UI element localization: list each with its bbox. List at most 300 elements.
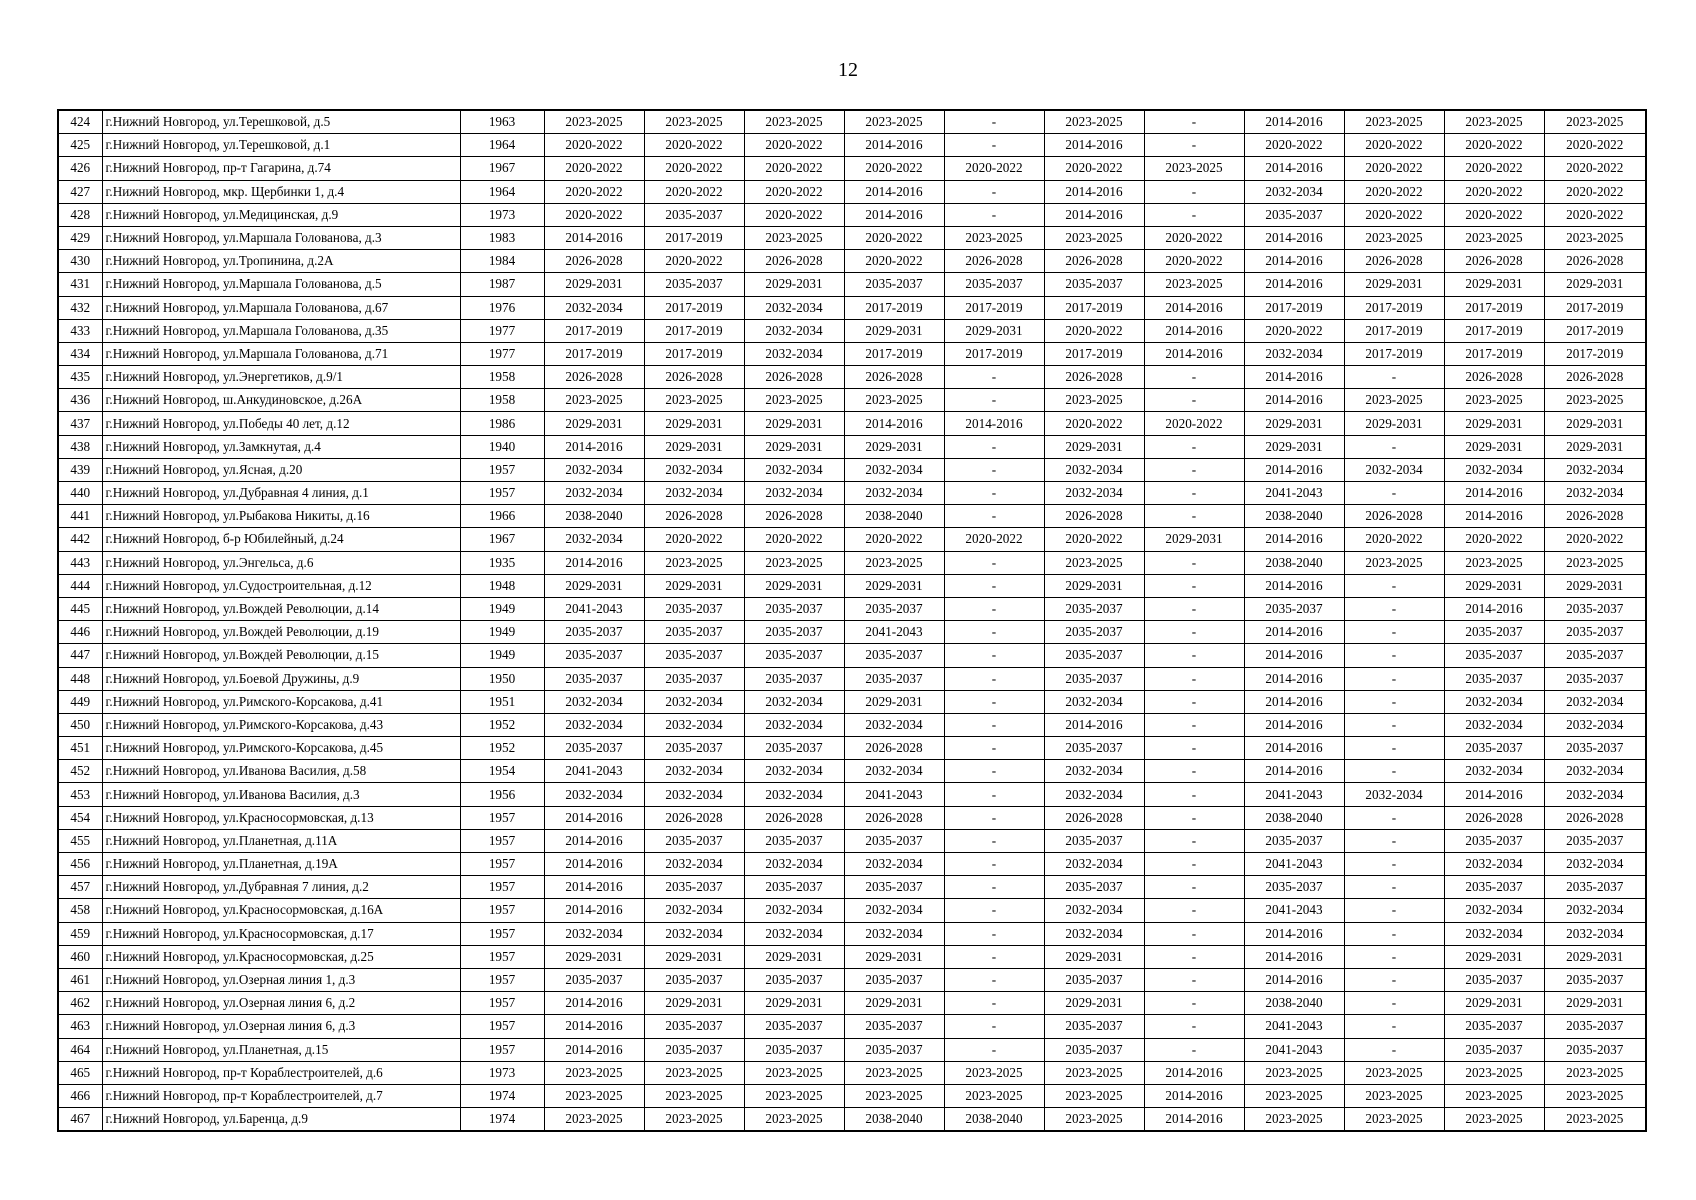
period-10-cell: 2029-2031 [1444,273,1544,296]
period-8-cell: 2035-2037 [1244,876,1344,899]
period-6-cell: 2017-2019 [1044,342,1144,365]
period-6-cell: 2023-2025 [1044,551,1144,574]
period-11-cell: 2029-2031 [1544,435,1646,458]
table-row [58,992,1646,1015]
period-9-cell: - [1344,644,1444,667]
period-6-cell: 2035-2037 [1044,829,1144,852]
period-6-cell: 2035-2037 [1044,644,1144,667]
build-year-cell: 1957 [460,1038,544,1061]
table-row [58,296,1646,319]
address-cell: г.Нижний Новгород, ул.Замкнутая, д.4 [102,435,460,458]
period-1-cell: 2023-2025 [544,110,644,134]
period-10-cell: 2029-2031 [1444,574,1544,597]
period-6-cell: 2026-2028 [1044,250,1144,273]
period-9-cell: - [1344,876,1444,899]
period-5-cell: - [944,435,1044,458]
period-4-cell: 2017-2019 [844,342,944,365]
period-6-cell: 2023-2025 [1044,226,1144,249]
period-9-cell: 2017-2019 [1344,319,1444,342]
period-2-cell: 2032-2034 [644,853,744,876]
period-6-cell: 2023-2025 [1044,110,1144,134]
period-10-cell: 2020-2022 [1444,180,1544,203]
period-4-cell: 2023-2025 [844,551,944,574]
period-2-cell: 2035-2037 [644,273,744,296]
period-4-cell: 2038-2040 [844,1108,944,1132]
period-8-cell: 2035-2037 [1244,203,1344,226]
period-3-cell: 2032-2034 [744,690,844,713]
period-2-cell: 2035-2037 [644,621,744,644]
period-6-cell: 2035-2037 [1044,1038,1144,1061]
period-6-cell: 2026-2028 [1044,505,1144,528]
period-1-cell: 2035-2037 [544,737,644,760]
address-cell: г.Нижний Новгород, ул.Озерная линия 6, д.2 [102,992,460,1015]
period-2-cell: 2020-2022 [644,528,744,551]
period-5-cell: 2023-2025 [944,226,1044,249]
build-year-cell: 1952 [460,737,544,760]
row-number-cell: 454 [58,806,102,829]
period-6-cell: 2020-2022 [1044,157,1144,180]
period-6-cell: 2026-2028 [1044,806,1144,829]
period-10-cell: 2035-2037 [1444,667,1544,690]
period-11-cell: 2017-2019 [1544,342,1646,365]
period-3-cell: 2023-2025 [744,1108,844,1132]
row-number-cell: 430 [58,250,102,273]
period-9-cell: 2023-2025 [1344,110,1444,134]
period-5-cell: - [944,945,1044,968]
period-1-cell: 2014-2016 [544,435,644,458]
period-7-cell: - [1144,1015,1244,1038]
period-3-cell: 2035-2037 [744,829,844,852]
table-row [58,528,1646,551]
period-10-cell: 2023-2025 [1444,226,1544,249]
address-cell: г.Нижний Новгород, ш.Анкудиновское, д.26А [102,389,460,412]
period-11-cell: 2029-2031 [1544,412,1646,435]
period-6-cell: 2035-2037 [1044,876,1144,899]
period-2-cell: 2023-2025 [644,1084,744,1107]
period-4-cell: 2014-2016 [844,134,944,157]
period-5-cell: - [944,551,1044,574]
period-2-cell: 2023-2025 [644,1061,744,1084]
row-number-cell: 443 [58,551,102,574]
period-8-cell: 2014-2016 [1244,389,1344,412]
period-7-cell: 2014-2016 [1144,342,1244,365]
period-5-cell: - [944,644,1044,667]
period-9-cell: 2023-2025 [1344,226,1444,249]
period-4-cell: 2023-2025 [844,110,944,134]
build-year-cell: 1957 [460,922,544,945]
address-cell: г.Нижний Новгород, ул.Маршала Голованова, д.71 [102,342,460,365]
period-8-cell: 2014-2016 [1244,737,1344,760]
period-10-cell: 2020-2022 [1444,203,1544,226]
period-7-cell: - [1144,783,1244,806]
period-11-cell: 2035-2037 [1544,829,1646,852]
period-11-cell: 2023-2025 [1544,1061,1646,1084]
period-3-cell: 2032-2034 [744,319,844,342]
period-8-cell: 2038-2040 [1244,505,1344,528]
period-10-cell: 2035-2037 [1444,876,1544,899]
period-7-cell: - [1144,945,1244,968]
period-2-cell: 2032-2034 [644,922,744,945]
period-7-cell: - [1144,806,1244,829]
row-number-cell: 460 [58,945,102,968]
period-3-cell: 2035-2037 [744,597,844,620]
period-8-cell: 2014-2016 [1244,528,1344,551]
period-10-cell: 2020-2022 [1444,134,1544,157]
period-7-cell: - [1144,597,1244,620]
address-cell: г.Нижний Новгород, ул.Маршала Голованова, д.35 [102,319,460,342]
period-2-cell: 2032-2034 [644,783,744,806]
period-3-cell: 2029-2031 [744,945,844,968]
period-7-cell: - [1144,482,1244,505]
period-2-cell: 2029-2031 [644,412,744,435]
period-11-cell: 2020-2022 [1544,203,1646,226]
build-year-cell: 1951 [460,690,544,713]
period-8-cell: 2023-2025 [1244,1061,1344,1084]
period-7-cell: 2020-2022 [1144,250,1244,273]
period-9-cell: - [1344,760,1444,783]
period-7-cell: - [1144,667,1244,690]
period-2-cell: 2017-2019 [644,342,744,365]
period-1-cell: 2041-2043 [544,760,644,783]
build-year-cell: 1966 [460,505,544,528]
period-7-cell: - [1144,574,1244,597]
period-6-cell: 2023-2025 [1044,1108,1144,1132]
period-3-cell: 2035-2037 [744,1015,844,1038]
row-number-cell: 436 [58,389,102,412]
period-5-cell: - [944,1038,1044,1061]
period-10-cell: 2035-2037 [1444,829,1544,852]
row-number-cell: 424 [58,110,102,134]
period-8-cell: 2041-2043 [1244,783,1344,806]
table-row [58,1015,1646,1038]
period-5-cell: 2029-2031 [944,319,1044,342]
period-6-cell: 2026-2028 [1044,366,1144,389]
period-2-cell: 2026-2028 [644,366,744,389]
table-row [58,366,1646,389]
period-9-cell: 2023-2025 [1344,1084,1444,1107]
period-6-cell: 2023-2025 [1044,1084,1144,1107]
period-6-cell: 2035-2037 [1044,667,1144,690]
build-year-cell: 1958 [460,389,544,412]
period-10-cell: 2032-2034 [1444,760,1544,783]
address-cell: г.Нижний Новгород, ул.Маршала Голованова, д.5 [102,273,460,296]
period-11-cell: 2029-2031 [1544,945,1646,968]
build-year-cell: 1977 [460,319,544,342]
period-4-cell: 2014-2016 [844,180,944,203]
period-9-cell: 2020-2022 [1344,528,1444,551]
period-7-cell: - [1144,435,1244,458]
period-10-cell: 2023-2025 [1444,551,1544,574]
period-10-cell: 2017-2019 [1444,342,1544,365]
address-cell: г.Нижний Новгород, ул.Иванова Василия, д.58 [102,760,460,783]
period-11-cell: 2035-2037 [1544,621,1646,644]
period-11-cell: 2020-2022 [1544,157,1646,180]
row-number-cell: 458 [58,899,102,922]
table-row [58,597,1646,620]
period-7-cell: - [1144,366,1244,389]
period-8-cell: 2014-2016 [1244,226,1344,249]
period-5-cell: 2038-2040 [944,1108,1044,1132]
period-6-cell: 2035-2037 [1044,968,1144,991]
build-year-cell: 1958 [460,366,544,389]
period-8-cell: 2014-2016 [1244,968,1344,991]
period-3-cell: 2026-2028 [744,366,844,389]
row-number-cell: 446 [58,621,102,644]
period-7-cell: - [1144,180,1244,203]
period-4-cell: 2023-2025 [844,1084,944,1107]
period-2-cell: 2032-2034 [644,482,744,505]
period-8-cell: 2014-2016 [1244,110,1344,134]
build-year-cell: 1950 [460,667,544,690]
period-4-cell: 2032-2034 [844,482,944,505]
build-year-cell: 1983 [460,226,544,249]
row-number-cell: 431 [58,273,102,296]
period-8-cell: 2023-2025 [1244,1084,1344,1107]
period-11-cell: 2017-2019 [1544,319,1646,342]
period-7-cell: - [1144,713,1244,736]
period-7-cell: 2014-2016 [1144,319,1244,342]
table-row [58,226,1646,249]
period-8-cell: 2020-2022 [1244,134,1344,157]
period-8-cell: 2038-2040 [1244,992,1344,1015]
period-1-cell: 2026-2028 [544,250,644,273]
period-10-cell: 2035-2037 [1444,968,1544,991]
period-9-cell: 2020-2022 [1344,134,1444,157]
period-1-cell: 2029-2031 [544,574,644,597]
period-11-cell: 2020-2022 [1544,528,1646,551]
address-cell: г.Нижний Новгород, ул.Планетная, д.15 [102,1038,460,1061]
address-cell: г.Нижний Новгород, ул.Победы 40 лет, д.12 [102,412,460,435]
period-5-cell: - [944,366,1044,389]
build-year-cell: 1957 [460,899,544,922]
period-7-cell: - [1144,876,1244,899]
table-row [58,342,1646,365]
period-5-cell: - [944,1015,1044,1038]
period-3-cell: 2035-2037 [744,621,844,644]
period-3-cell: 2035-2037 [744,667,844,690]
period-4-cell: 2029-2031 [844,992,944,1015]
row-number-cell: 442 [58,528,102,551]
period-10-cell: 2029-2031 [1444,412,1544,435]
period-1-cell: 2023-2025 [544,1061,644,1084]
period-9-cell: - [1344,690,1444,713]
period-6-cell: 2032-2034 [1044,899,1144,922]
period-10-cell: 2023-2025 [1444,1108,1544,1132]
address-cell: г.Нижний Новгород, ул.Планетная, д.11А [102,829,460,852]
period-2-cell: 2035-2037 [644,1038,744,1061]
build-year-cell: 1974 [460,1084,544,1107]
period-8-cell: 2014-2016 [1244,713,1344,736]
period-2-cell: 2029-2031 [644,574,744,597]
period-8-cell: 2032-2034 [1244,180,1344,203]
period-4-cell: 2035-2037 [844,273,944,296]
period-8-cell: 2035-2037 [1244,829,1344,852]
address-cell: г.Нижний Новгород, ул.Баренца, д.9 [102,1108,460,1132]
period-7-cell: - [1144,458,1244,481]
period-4-cell: 2023-2025 [844,389,944,412]
period-9-cell: - [1344,713,1444,736]
period-1-cell: 2014-2016 [544,853,644,876]
period-9-cell: - [1344,435,1444,458]
period-5-cell: - [944,134,1044,157]
period-8-cell: 2038-2040 [1244,806,1344,829]
period-3-cell: 2029-2031 [744,412,844,435]
page-number: 12 [838,59,858,81]
period-9-cell: - [1344,366,1444,389]
period-5-cell: - [944,760,1044,783]
period-9-cell: - [1344,574,1444,597]
period-4-cell: 2029-2031 [844,319,944,342]
table-row [58,110,1646,134]
table-row [58,713,1646,736]
period-4-cell: 2035-2037 [844,1038,944,1061]
period-6-cell: 2020-2022 [1044,319,1144,342]
period-6-cell: 2032-2034 [1044,690,1144,713]
period-11-cell: 2032-2034 [1544,458,1646,481]
row-number-cell: 462 [58,992,102,1015]
row-number-cell: 447 [58,644,102,667]
period-8-cell: 2014-2016 [1244,644,1344,667]
period-3-cell: 2029-2031 [744,992,844,1015]
table-row [58,899,1646,922]
period-2-cell: 2032-2034 [644,690,744,713]
period-1-cell: 2032-2034 [544,783,644,806]
period-4-cell: 2038-2040 [844,505,944,528]
period-10-cell: 2032-2034 [1444,853,1544,876]
period-2-cell: 2032-2034 [644,760,744,783]
period-4-cell: 2035-2037 [844,876,944,899]
period-10-cell: 2023-2025 [1444,389,1544,412]
address-cell: г.Нижний Новгород, ул.Красносормовская, д.17 [102,922,460,945]
row-number-cell: 448 [58,667,102,690]
period-8-cell: 2029-2031 [1244,412,1344,435]
period-1-cell: 2014-2016 [544,876,644,899]
period-3-cell: 2020-2022 [744,528,844,551]
address-cell: г.Нижний Новгород, ул.Планетная, д.19А [102,853,460,876]
address-cell: г.Нижний Новгород, ул.Терешковой, д.1 [102,134,460,157]
table-row [58,806,1646,829]
period-11-cell: 2035-2037 [1544,1015,1646,1038]
table-row [58,574,1646,597]
period-3-cell: 2029-2031 [744,435,844,458]
period-11-cell: 2023-2025 [1544,1084,1646,1107]
period-2-cell: 2020-2022 [644,134,744,157]
build-year-cell: 1963 [460,110,544,134]
period-6-cell: 2029-2031 [1044,574,1144,597]
period-8-cell: 2041-2043 [1244,482,1344,505]
period-2-cell: 2017-2019 [644,319,744,342]
period-4-cell: 2020-2022 [844,250,944,273]
build-year-cell: 1967 [460,528,544,551]
period-3-cell: 2032-2034 [744,482,844,505]
period-10-cell: 2017-2019 [1444,319,1544,342]
period-2-cell: 2032-2034 [644,458,744,481]
period-10-cell: 2035-2037 [1444,644,1544,667]
period-11-cell: 2035-2037 [1544,737,1646,760]
period-4-cell: 2029-2031 [844,574,944,597]
period-1-cell: 2020-2022 [544,157,644,180]
period-9-cell: - [1344,968,1444,991]
address-cell: г.Нижний Новгород, б-р Юбилейный, д.24 [102,528,460,551]
period-9-cell: - [1344,945,1444,968]
period-8-cell: 2041-2043 [1244,853,1344,876]
period-9-cell: 2017-2019 [1344,296,1444,319]
period-10-cell: 2014-2016 [1444,597,1544,620]
address-cell: г.Нижний Новгород, ул.Красносормовская, д.13 [102,806,460,829]
period-11-cell: 2032-2034 [1544,899,1646,922]
period-5-cell: - [944,783,1044,806]
address-cell: г.Нижний Новгород, ул.Судостроительная, д.12 [102,574,460,597]
period-1-cell: 2026-2028 [544,366,644,389]
period-3-cell: 2026-2028 [744,806,844,829]
period-9-cell: - [1344,829,1444,852]
period-9-cell: 2017-2019 [1344,342,1444,365]
row-number-cell: 429 [58,226,102,249]
period-8-cell: 2014-2016 [1244,667,1344,690]
period-3-cell: 2032-2034 [744,922,844,945]
period-4-cell: 2029-2031 [844,945,944,968]
period-5-cell: - [944,899,1044,922]
period-5-cell: 2020-2022 [944,157,1044,180]
period-8-cell: 2014-2016 [1244,760,1344,783]
period-5-cell: - [944,968,1044,991]
period-6-cell: 2035-2037 [1044,737,1144,760]
period-10-cell: 2032-2034 [1444,899,1544,922]
period-5-cell: - [944,203,1044,226]
period-3-cell: 2032-2034 [744,458,844,481]
address-cell: г.Нижний Новгород, мкр. Щербинки 1, д.4 [102,180,460,203]
build-year-cell: 1957 [460,853,544,876]
period-7-cell: - [1144,829,1244,852]
period-2-cell: 2035-2037 [644,644,744,667]
period-9-cell: 2023-2025 [1344,389,1444,412]
period-3-cell: 2023-2025 [744,110,844,134]
row-number-cell: 426 [58,157,102,180]
period-3-cell: 2032-2034 [744,342,844,365]
period-11-cell: 2026-2028 [1544,505,1646,528]
table-row [58,829,1646,852]
address-cell: г.Нижний Новгород, ул.Вождей Революции, д.14 [102,597,460,620]
table-row [58,667,1646,690]
period-4-cell: 2026-2028 [844,806,944,829]
row-number-cell: 452 [58,760,102,783]
period-10-cell: 2032-2034 [1444,690,1544,713]
period-1-cell: 2032-2034 [544,713,644,736]
period-7-cell: 2023-2025 [1144,273,1244,296]
period-5-cell: - [944,690,1044,713]
build-year-cell: 1976 [460,296,544,319]
period-6-cell: 2035-2037 [1044,273,1144,296]
address-cell: г.Нижний Новгород, ул.Рыбакова Никиты, д.16 [102,505,460,528]
period-5-cell: 2023-2025 [944,1061,1044,1084]
period-10-cell: 2035-2037 [1444,737,1544,760]
period-7-cell: - [1144,551,1244,574]
table-row [58,1084,1646,1107]
period-2-cell: 2035-2037 [644,597,744,620]
period-2-cell: 2017-2019 [644,226,744,249]
period-2-cell: 2032-2034 [644,713,744,736]
period-8-cell: 2014-2016 [1244,366,1344,389]
build-year-cell: 1964 [460,180,544,203]
address-cell: г.Нижний Новгород, ул.Тропинина, д.2А [102,250,460,273]
period-7-cell: - [1144,853,1244,876]
period-2-cell: 2035-2037 [644,876,744,899]
period-7-cell: - [1144,203,1244,226]
table-row [58,389,1646,412]
period-4-cell: 2035-2037 [844,968,944,991]
period-2-cell: 2035-2037 [644,829,744,852]
period-6-cell: 2029-2031 [1044,945,1144,968]
